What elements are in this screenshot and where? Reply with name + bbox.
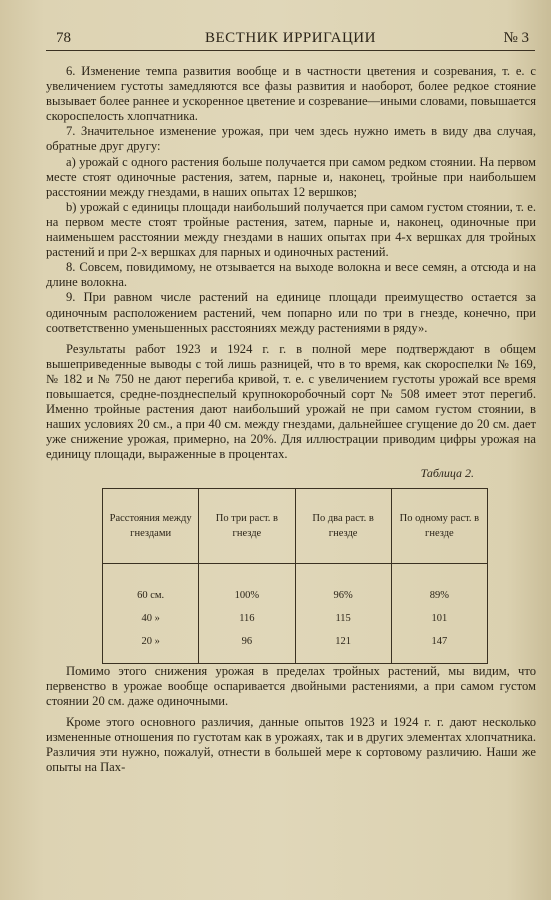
- table-row: [103, 630, 488, 664]
- table-cell: 101: [391, 607, 487, 630]
- table-cell: 96: [199, 630, 295, 664]
- table-cell: 89%: [391, 563, 487, 607]
- table-caption: Таблица 2.: [420, 466, 474, 481]
- paragraph-item-9: 9. При равном числе растений на единице площади преимущество остается за одиночным расположением растений, чем попарно или по три в гнезде, конечно, при соответственно уменьшенных расстояниях между растениями в ряду».: [46, 290, 536, 335]
- table-header-row: [103, 488, 488, 563]
- table-row: [103, 607, 488, 630]
- table-cell: 147: [391, 630, 487, 664]
- paragraph-item-7b: b) урожай с единицы площади наибольший получается при самом густом стоянии, т. е. на первом месте стоят тройные растения, затем, парные и, наконец, одиночные при наименьшем расстоянии между гнездами в наших опытах при 4-х вершках для тройных растений и при 2-х вершках для парных и одиночных растений.: [46, 199, 536, 260]
- paragraph-results: Результаты работ 1923 и 1924 г. г. в полной мере подтверждают в общем вышеприведенные выводы с той лишь разницей, что в то время, как скороспелки № 169, № 182 и № 750 не дают перегиба кривой, т. е. с увеличением густоты урожай все время повышается, средне-позднеспелый крупнокоробочный сорт № 508 имеет этот перегиб. Именно тройные растения дают наибольший урожай не при самом густом стоянии, в наших условиях 20 см., а при 40 см. между гнездами, дальнейшее сгущение до 20 см. дает уже снижение урожая, примерно, на 20%. Для иллюстрации приводим цифры урожая на единицу площади, выраженные в процентах.: [46, 341, 536, 462]
- table-cell: 115: [295, 607, 391, 630]
- table-row: [103, 563, 488, 607]
- issue-number: № 3: [503, 30, 529, 46]
- paragraph-item-6: 6. Изменение темпа развития вообще и в частности цветения и созревания, т. е. с увеличением густоты замедляются все фазы развития и наоборот, более редкое стояние вызывает более раннее и ускоренное цветение и созревание—иными словами, повышается скороспелость хлопчатника.: [46, 64, 536, 124]
- running-header: [46, 28, 535, 51]
- table-cell: 96%: [295, 563, 391, 607]
- table-cell: 60 см.: [103, 563, 199, 607]
- paragraph-item-7a: а) урожай с одного растения больше получается при самом редком стоянии. На первом месте стоят одиночные растения, затем, парные и, наконец, тройные при наибольшем расстоянии между гнездами, в наших опытах 12 вершков;: [46, 154, 536, 199]
- table-cell: 40 »: [103, 607, 199, 630]
- yield-table: [102, 488, 488, 664]
- table-cell: 116: [199, 607, 295, 630]
- journal-title: ВЕСТНИК ИРРИГАЦИИ: [205, 30, 376, 46]
- table-header-distance: Расстояния между гнездами: [103, 488, 199, 563]
- paragraph-differences: Кроме этого основного различия, данные опытов 1923 и 1924 г. г. дают несколько измененные отношения по густотам как в урожаях, так и в других элементах хлопчатника. Различия эти нужно, пожалуй, отнести в большей мере к сортовому различию. Наши же опыты на Пах-: [46, 714, 536, 775]
- table-header-two: По два раст. в гнезде: [295, 488, 391, 563]
- table-cell: 100%: [199, 563, 295, 607]
- paragraph-after-table: Помимо этого снижения урожая в пределах тройных растений, мы видим, что первенство в урожае вообще оспаривается двойными растениями, а при самом густом стоянии 20 см. даже одиночными.: [46, 663, 536, 708]
- table-cell: 20 »: [103, 630, 199, 664]
- paragraph-item-8: 8. Совсем, повидимому, не отзывается на выходе волокна и весе семян, а отсюда и на длине волокна.: [46, 260, 536, 290]
- table-cell: 121: [295, 630, 391, 664]
- paragraph-item-7: 7. Значительное изменение урожая, при чем здесь нужно иметь в виду два случая, обратные друг другу:: [46, 124, 536, 154]
- page-number: 78: [56, 30, 71, 46]
- table-header-one: По одному раст. в гнезде: [391, 488, 487, 563]
- article-body: [46, 64, 536, 775]
- table-header-three: По три раст. в гнезде: [199, 488, 295, 563]
